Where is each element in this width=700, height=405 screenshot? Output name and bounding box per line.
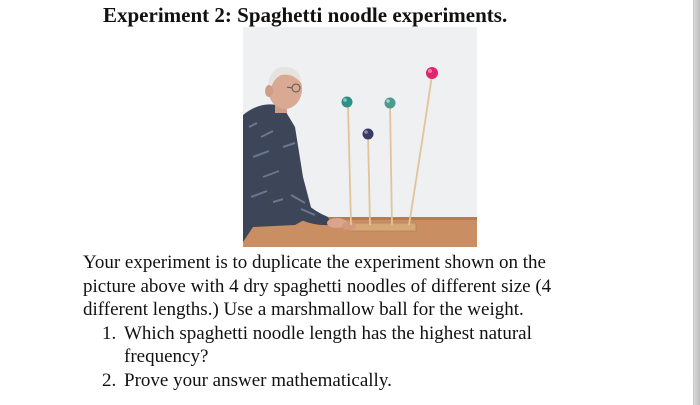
intro-line: different lengths.) Use a marshmallow ball for the weight. <box>83 299 524 320</box>
question-list <box>83 322 603 393</box>
scrollbar-edge <box>693 0 700 405</box>
question-line: frequency? <box>124 346 209 367</box>
body-text <box>83 251 603 392</box>
question-number: 2. <box>102 369 117 391</box>
question-item-2 <box>83 369 603 393</box>
page-title: Experiment 2: Spaghetti noodle experiments. <box>103 3 508 27</box>
intro-line: Your experiment is to duplicate the experiment shown on the <box>83 252 546 273</box>
intro-paragraph <box>83 251 603 322</box>
experiment-photo <box>243 27 477 247</box>
question-item-1 <box>83 322 603 369</box>
question-number: 1. <box>102 322 117 344</box>
question-line: Prove your answer mathematically. <box>124 369 392 391</box>
question-line: Which spaghetti noodle length has the highest natural <box>124 322 532 344</box>
intro-line: picture above with 4 dry spaghetti noodles of different size (4 <box>83 275 552 297</box>
